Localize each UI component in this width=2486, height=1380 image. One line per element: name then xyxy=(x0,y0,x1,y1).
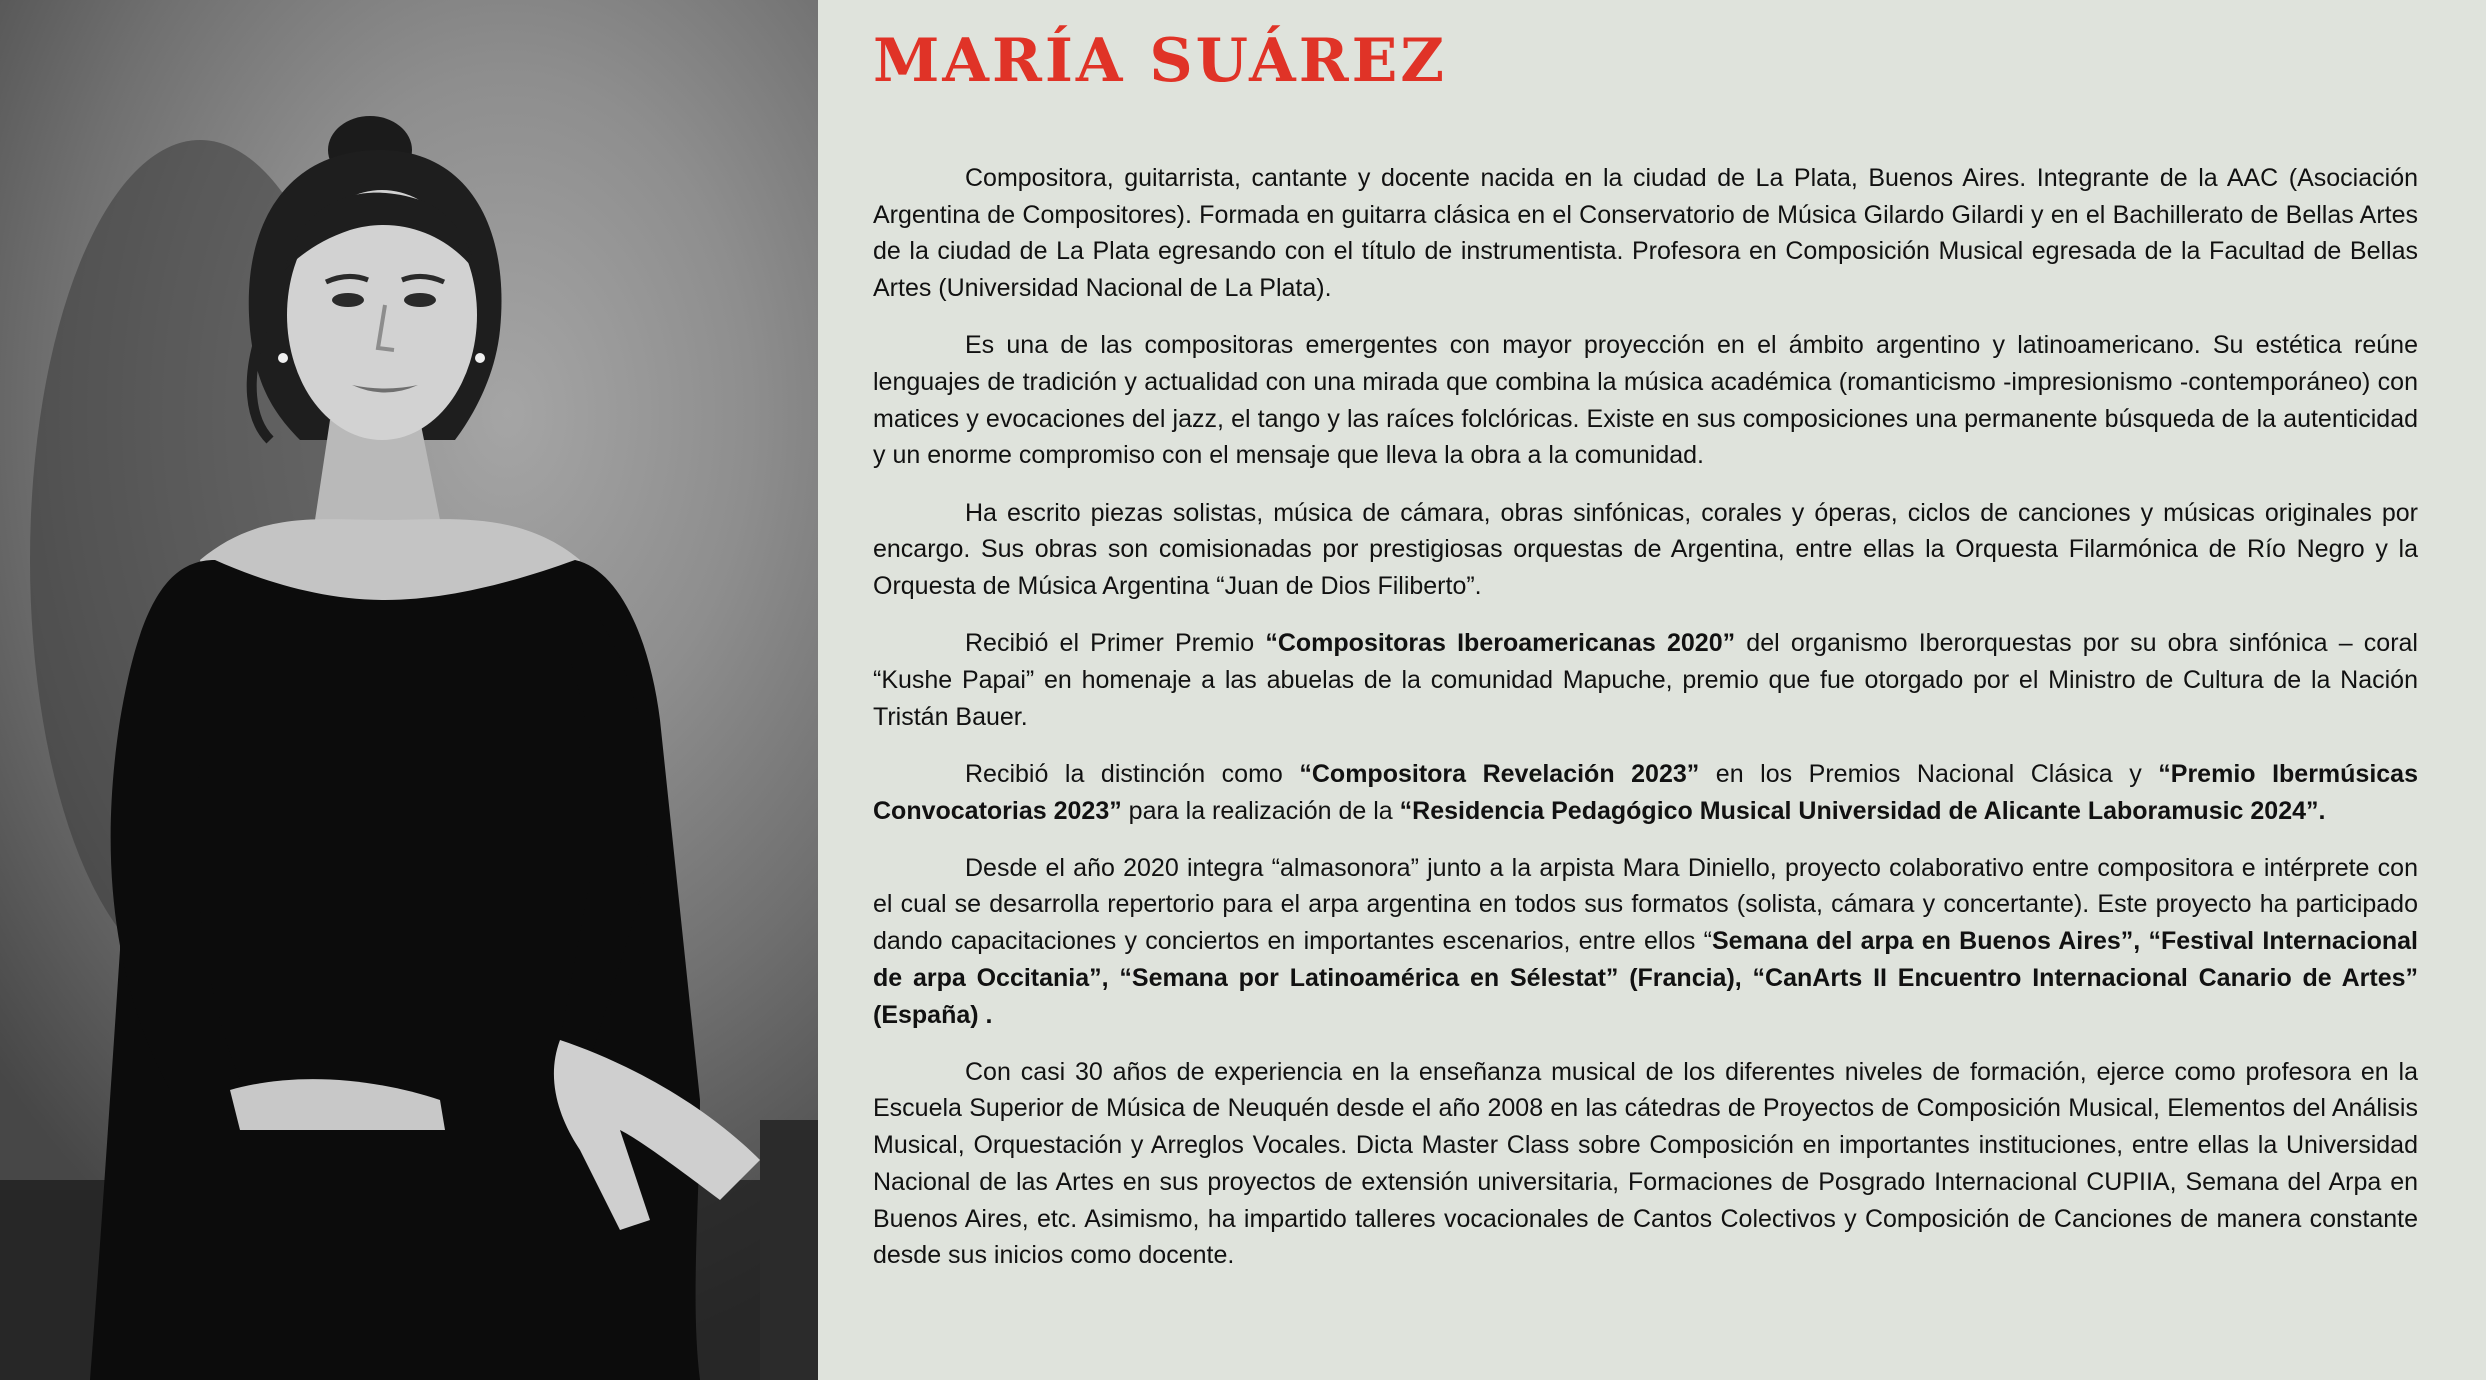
bio-paragraph-3 xyxy=(873,495,2418,605)
bio-paragraph-4 xyxy=(873,625,2418,735)
bio-paragraph-7 xyxy=(873,1054,2418,1274)
bio-paragraph-7-text: Con casi 30 años de experiencia en la enseñanza musical de los diferentes niveles de formación, ejerce como profesora en la Escuela Superior de Música de Neuquén desde el año 2008 en las cátedras de Proyectos de Composición Musical, Elementos del Análisis Musical, Orquestación y Arreglos Vocales. Dicta Master Class sobre Composición en importantes instituciones, entre ellas la Universidad Nacional de las Artes en sus proyectos de extensión universitaria, Formaciones de Posgrado Internacional CUPIIA, Semana del Arpa en Buenos Aires, etc. Asimismo, ha impartido talleres vocacionales de Cantos Colectivos y Composición de Canciones de manera constante desde sus inicios como docente. xyxy=(873,1057,2418,1270)
award-compositoras-iberoamericanas: “Compositoras Iberoamericanas 2020” xyxy=(1265,629,1736,658)
bio-paragraph-3-text: Ha escrito piezas solistas, música de cámara, obras sinfónicas, corales y óperas, ciclos de canciones y músicas originales por encargo. Sus obras son comisionadas por prestigiosas orquestas de Argentina, entre ellas la Orquesta Filarmónica de Río Negro y la Orquesta de Música Argentina “Juan de Dios Filiberto”. xyxy=(873,498,2418,601)
bio-paragraph-1 xyxy=(873,160,2418,307)
award-compositora-revelacion: “Compositora Revelación 2023” xyxy=(1299,759,1700,788)
portrait-photo xyxy=(0,0,818,1380)
biography xyxy=(873,160,2418,1294)
portrait-illustration xyxy=(0,0,818,1380)
bio-paragraph-5-text: Recibió la distinción como xyxy=(965,759,1300,788)
bio-paragraph-5-text-late: para la realización de la xyxy=(1121,796,1400,825)
page-title: MARÍA SUÁREZ xyxy=(873,26,1448,96)
bio-paragraph-2 xyxy=(873,327,2418,474)
bio-paragraph-4-text-end: del organismo Iberorquestas por su obra sinfónica – coral “Kushe Papai” en homenaje a las abuelas de la comunidad Mapuche, premio que fue otorgado por el Ministro de Cultura de la Nación Tristán Bauer. xyxy=(873,629,2418,731)
bio-paragraph-5 xyxy=(873,756,2418,829)
bio-paragraph-5-text-mid: en los Premios Nacional Clásica y xyxy=(1699,759,2159,788)
bio-paragraph-6-text: Desde el año 2020 integra “almasonora” junto a la arpista Mara Diniello, proyecto colaborativo entre compositora e intérprete con el cual se desarrolla repertorio para el arpa argentina en todos sus formatos (solista, cámara y concertante). Este proyecto ha participado dando capacitaciones y conciertos en importantes escenarios, entre ellos “ xyxy=(873,853,2418,956)
bio-paragraph-4-text: Recibió el Primer Premio xyxy=(965,629,1266,658)
bio-paragraph-6 xyxy=(873,850,2418,1034)
bio-paragraph-1-text: Compositora, guitarrista, cantante y docente nacida en la ciudad de La Plata, Buenos Aires. Integrante de la AAC (Asociación Argentina de Compositores). Formada en guitarra clásica en el Conservatorio de Música Gilardo Gilardi y en el Bachillerato de Bellas Artes de la ciudad de La Plata egresando con el título de instrumentista. Profesora en Composición Musical egresada de la Facultad de Bellas Artes (Universidad Nacional de La Plata). xyxy=(873,164,2418,303)
award-premio-ibermusicas: “Premio Ibermúsicas Convocatorias 2023” xyxy=(873,759,2418,825)
festival-list: Semana del arpa en Buenos Aires”, “Festival Internacional de arpa Occitania”, “Semana por Latinoamérica en Sélestat” (Francia), “CanArts II Encuentro Internacional Canario de Artes” (España) . xyxy=(873,927,2418,1029)
bio-paragraph-2-text: Es una de las compositoras emergentes con mayor proyección en el ámbito argentino y latinoamericano. Su estética reúne lenguajes de tradición y actualidad con una mirada que combina la música académica (romanticismo -impresionismo -contemporáneo) con matices y evocaciones del jazz, el tango y las raíces folclóricas. Existe en sus composiciones una permanente búsqueda de la autenticidad y un enorme compromiso con el mensaje que lleva la obra a la comunidad. xyxy=(873,331,2418,470)
award-residencia-alicante: “Residencia Pedagógico Musical Universidad de Alicante Laboramusic 2024”. xyxy=(1399,796,2326,825)
bio-content xyxy=(873,0,2418,1380)
